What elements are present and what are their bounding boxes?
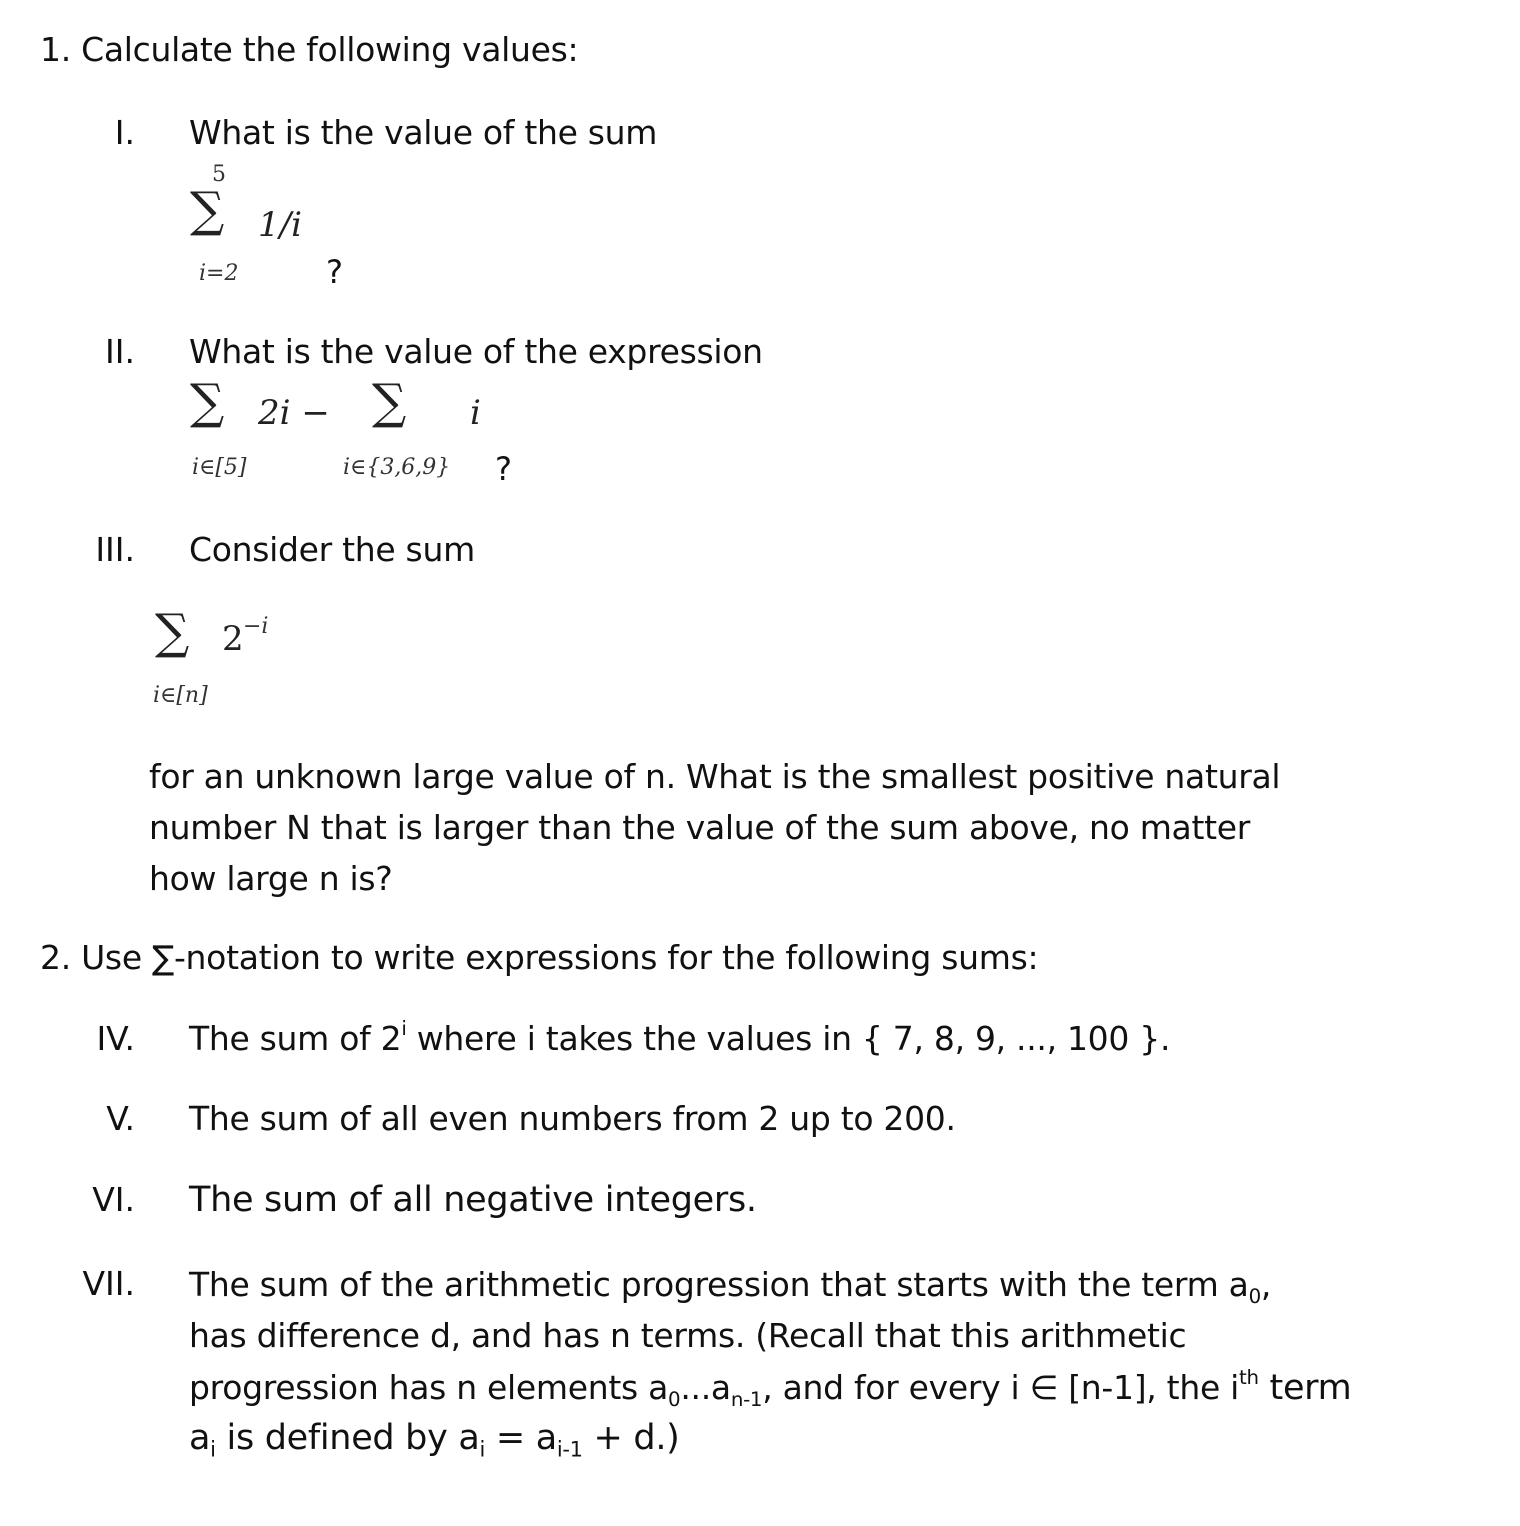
item-vii-line-4-c: = a (485, 1418, 557, 1458)
item-iv-text (189, 1019, 1170, 1058)
item-numeral-iv: IV. (96, 1019, 135, 1058)
subscript: i-1 (556, 1437, 583, 1462)
section-2-heading: 2. Use ∑-notation to write expressions for the following sums: (40, 938, 1039, 977)
item-vii-line-3 (189, 1362, 1351, 1414)
item-vii-line-1 (189, 1259, 1271, 1310)
item-numeral-i: I. (114, 113, 135, 152)
item-v-text: The sum of all even numbers from 2 up to 200. (189, 1099, 956, 1138)
item-vii-line-4-a: a (189, 1418, 211, 1458)
expr-term-1: 2i − (258, 393, 330, 433)
item-vii-line-1-comma: , (1260, 1265, 1272, 1304)
item-vii-line-1-text: The sum of the arithmetic progression that starts with the term a (189, 1265, 1249, 1304)
item-iv-text-post: where i takes the values in { 7, 8, 9, ..., 100 }. (406, 1019, 1171, 1058)
subscript: i (210, 1437, 216, 1462)
item-vii-line-2: has difference d, and has n terms. (Recall that this arithmetic (189, 1316, 1187, 1355)
power-base: 2 (222, 619, 244, 659)
item-numeral-ii: II. (105, 332, 135, 371)
item-vii-line-4-d: + d.) (582, 1418, 680, 1458)
exponent-i: i (401, 1017, 407, 1041)
item-numeral-vii: VII. (82, 1264, 135, 1303)
expr-lower-limit-1: i∈[5] (192, 455, 247, 480)
sum-lower-limit: i=2 (199, 261, 239, 286)
item-numeral-iii: III. (95, 530, 135, 569)
item-iii-paragraph-line-3: how large n is? (149, 859, 393, 898)
sum-term: 1/i (258, 205, 302, 245)
sigma-symbol: ∑ (372, 374, 407, 430)
item-vii-line-3-d: term (1258, 1368, 1352, 1408)
sigma-symbol: ∑ (190, 182, 225, 238)
subscript: n-1 (730, 1387, 763, 1411)
sum-lower-limit: i∈[n] (153, 683, 208, 708)
item-vi-text: The sum of all negative integers. (189, 1180, 757, 1220)
sigma-symbol: ∑ (155, 604, 190, 660)
subscript: 0 (668, 1387, 681, 1411)
item-vii-line-3-c: , and for every i ∈ [n-1], the i (762, 1368, 1239, 1407)
sigma-symbol: ∑ (190, 374, 225, 430)
item-iv-text-pre: The sum of 2 (189, 1019, 402, 1058)
expr-lower-limit-2: i∈{3,6,9} (343, 455, 451, 480)
item-i-question-mark: ? (326, 253, 343, 291)
expr-term-2: i (470, 393, 481, 433)
item-iii-question: Consider the sum (189, 530, 475, 569)
item-ii-question-mark: ? (495, 450, 512, 488)
item-ii-question: What is the value of the expression (189, 332, 763, 371)
item-vii-line-3-a: progression has n elements a (189, 1368, 669, 1407)
item-vii-line-4 (189, 1413, 680, 1464)
section-1-heading: 1. Calculate the following values: (40, 30, 579, 69)
item-numeral-vi: VI. (92, 1180, 135, 1219)
item-vii-line-4-b: is defined by a (215, 1418, 480, 1458)
superscript: th (1239, 1366, 1259, 1390)
item-i-question: What is the value of the sum (189, 113, 658, 152)
item-vii-line-3-b: ...a (680, 1368, 731, 1407)
subscript: i (479, 1437, 486, 1462)
item-iii-paragraph-line-2: number N that is larger than the value of the sum above, no matter (149, 808, 1251, 847)
item-numeral-v: V. (106, 1099, 135, 1138)
sum-upper-limit: 5 (212, 162, 226, 187)
power-exponent: −i (243, 614, 269, 639)
subscript: 0 (1248, 1284, 1261, 1308)
item-iii-paragraph-line-1: for an unknown large value of n. What is the smallest positive natural (149, 757, 1281, 796)
